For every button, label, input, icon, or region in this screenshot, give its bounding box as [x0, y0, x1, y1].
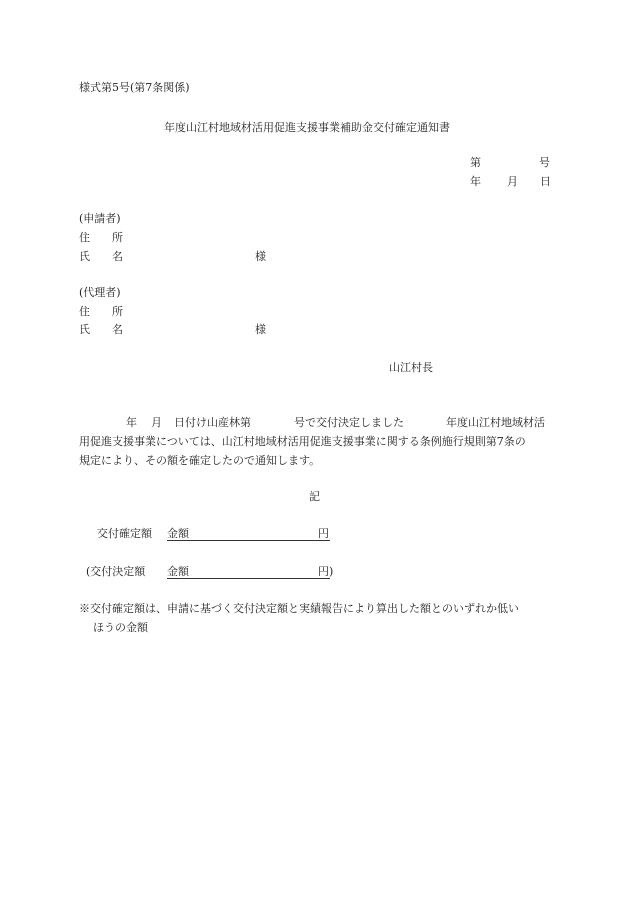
confirmed-amount-line [167, 527, 330, 541]
body-date-ref: 日付け山産林第 [174, 416, 251, 429]
body-issued: 号で交付決定しました [294, 416, 404, 429]
applicant-address-label: 住 所 [79, 231, 123, 244]
confirmed-amount-label: 金額 [167, 527, 189, 540]
decided-amount-line [167, 565, 330, 579]
date-day: 日 [540, 175, 551, 188]
note-line-1: ※交付確定額は、申請に基づく交付決定額と実績報告により算出した額とのいずれか低い [79, 602, 519, 615]
issuer: 山江村長 [389, 361, 433, 374]
agent-name-label: 氏 名 [79, 323, 123, 336]
document-title: 年度山江村地域材活用促進支援事業補助金交付確定通知書 [164, 121, 450, 134]
body-year: 年 [126, 416, 137, 429]
body-month: 月 [151, 416, 162, 429]
doc-number-suffix: 号 [539, 156, 550, 169]
body-line-2: 用促進支援事業については、山江村地域材活用促進支援事業に関する条例施行規則第7条の [79, 435, 526, 448]
confirmed-label: 交付確定額 [97, 527, 152, 540]
decided-unit: 円) [318, 565, 334, 578]
agent-honorific: 様 [255, 323, 266, 336]
confirmed-unit: 円 [318, 527, 329, 540]
applicant-heading: (申請者) [79, 212, 121, 225]
applicant-name-label: 氏 名 [79, 250, 123, 263]
applicant-honorific: 様 [255, 250, 266, 263]
ki-mark: 記 [309, 490, 320, 503]
agent-address-label: 住 所 [79, 305, 123, 318]
note-line-2: ほうの金額 [93, 621, 148, 634]
agent-heading: (代理者) [79, 286, 121, 299]
decided-amount-label: 金額 [167, 565, 189, 578]
body-program: 年度山江村地域材活 [446, 416, 545, 429]
decided-label: (交付決定額 [86, 565, 146, 578]
body-line-3: 規定により、その額を確定したので通知します。 [79, 454, 321, 467]
form-number: 様式第5号(第7条関係) [79, 81, 190, 94]
doc-number-prefix: 第 [470, 156, 481, 169]
date-month: 月 [507, 175, 518, 188]
date-year: 年 [470, 175, 481, 188]
